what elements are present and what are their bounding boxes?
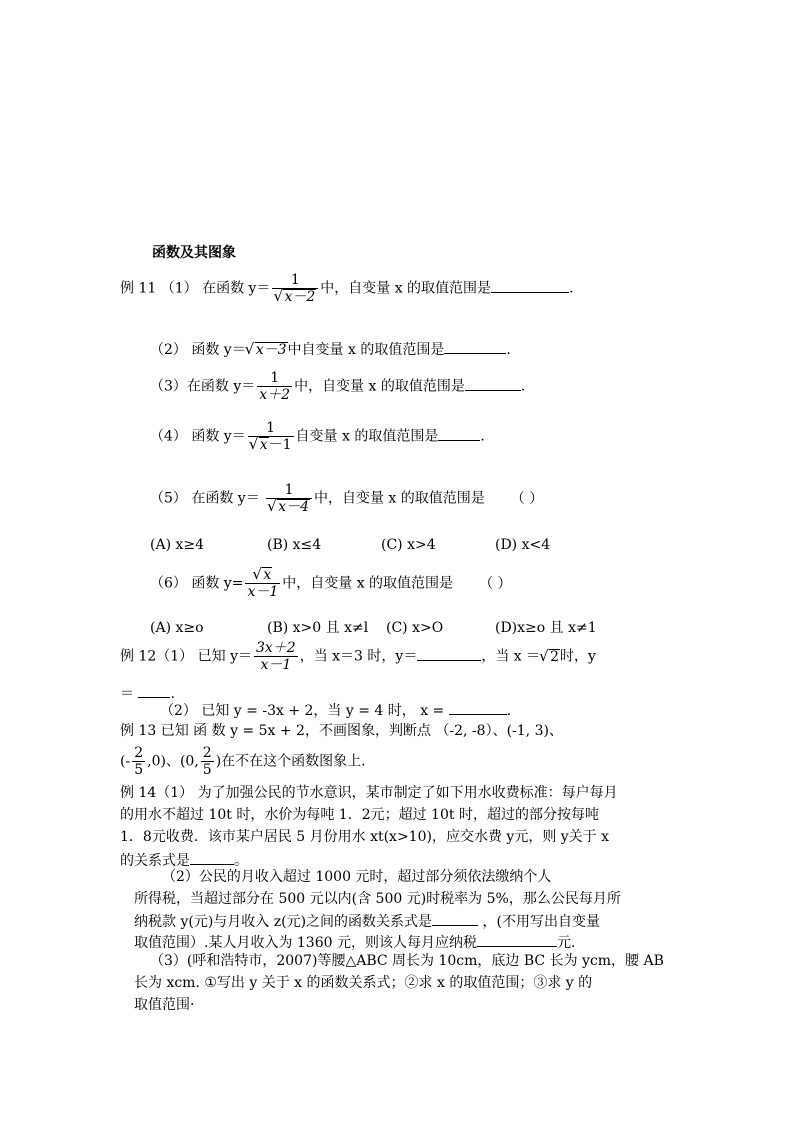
fraction: [132, 745, 145, 778]
fraction-numerator: 2: [202, 745, 212, 761]
ex11-q1: [120, 272, 574, 305]
fraction: [272, 272, 318, 305]
fraction: [248, 420, 294, 453]
ex14-q3-line3: 取值范围·: [134, 997, 195, 1013]
radicand: x－4: [278, 499, 309, 515]
ex13-line2: [120, 745, 366, 778]
equals: ＝: [120, 686, 134, 702]
answer-blank[interactable]: [444, 339, 506, 354]
fraction: [254, 640, 298, 673]
denominator-tail: －1: [268, 437, 292, 453]
ex13-line1: 例 13 已知 函 数 y = 5x + 2，不画图象，判断点 （-2, -8）、(-1, 3)、: [120, 723, 563, 739]
ex14-q1-line1: 例 14（1） 为了加强公民的节水意识，某市制定了如下用水收费标准：每户每月: [120, 785, 618, 801]
ex11-q2-text: 中自变量 x 的取值范围是: [287, 342, 445, 358]
ex11-q4-text: 自变量 x 的取值范围是: [295, 428, 439, 445]
ex13-text-b: ,0)、(0,: [147, 753, 199, 770]
ex11-q5-option-a[interactable]: (A) x≥4: [150, 537, 205, 553]
answer-blank[interactable]: [190, 850, 234, 865]
sqrt-symbol: [540, 648, 560, 666]
fraction-denominator: [272, 288, 318, 305]
ex11-q4-prefix: （4） 函数 y＝: [150, 428, 246, 445]
ex11-q6-option-d[interactable]: (D)x≥o 且 x≠1: [495, 620, 597, 636]
fraction-numerator: [245, 567, 280, 583]
ex14-q1-text: 的关系式是: [120, 853, 190, 869]
ex13-text-a: (-: [120, 753, 131, 770]
ex12-q1: [120, 640, 596, 673]
ex12-q1-text3: 时，y: [560, 648, 596, 665]
sqrt-symbol: [268, 499, 310, 515]
ex11-q2: [150, 339, 511, 359]
fraction-numerator: 1: [290, 272, 300, 288]
fraction-numerator: 1: [284, 482, 294, 498]
ex11-q6-text: 中，自变量 x 的取值范围是: [282, 575, 454, 592]
answer-blank[interactable]: [477, 932, 557, 947]
ex11-q5-text: 中，自变量 x 的取值范围是: [313, 490, 485, 507]
ex11-q3-text: 中，自变量 x 的取值范围是: [294, 378, 465, 395]
ex14-q2-text2: ，(不用写出自变量: [478, 914, 600, 930]
fraction-denominator: [266, 498, 312, 515]
ex14-q2-line3: [134, 911, 600, 931]
period: .: [480, 428, 485, 445]
fraction-numerator: 1: [266, 420, 276, 436]
answer-blank[interactable]: [491, 278, 569, 293]
answer-blank[interactable]: [438, 426, 480, 441]
fraction: [245, 567, 280, 600]
period: .: [506, 342, 511, 358]
fraction: [201, 745, 214, 778]
ex11-q6-option-a[interactable]: (A) x≥o: [150, 620, 204, 636]
answer-blank[interactable]: [138, 683, 170, 698]
ex11-q3-prefix: （3）在函数 y＝: [150, 378, 256, 395]
ex14-q1-line4: [120, 850, 248, 870]
fraction-denominator: 5: [134, 762, 144, 778]
ex11-q2-prefix: （2） 函数 y＝: [150, 342, 246, 358]
ex11-q5-option-b[interactable]: (B) x≤4: [267, 537, 322, 553]
ex12-q1-prefix: 例 12（1） 已知 y＝: [120, 648, 252, 665]
ex14-q1-line2: 的用水不超过 10t 时，水价为每吨 1．2元；超过 10t 时，超过的部分按每吨: [120, 807, 599, 823]
ex12-q2-text: （2） 已知 y = -3x + 2，当 y = 4 时， x =: [160, 703, 445, 719]
sqrt-symbol: [250, 437, 269, 453]
answer-blank[interactable]: [449, 700, 507, 715]
ex14-q3-line2: 长为 xcm. ①写出 y 关于 x 的函数关系式；②求 x 的取值范围；③求 y 的: [134, 975, 593, 991]
ex11-q5-option-c[interactable]: (C) x>4: [381, 537, 436, 553]
period: .: [506, 703, 512, 719]
fraction-denominator: x＋2: [259, 387, 291, 403]
ex11-q4: [150, 420, 485, 453]
answer-blank[interactable]: [465, 376, 521, 391]
sqrt-symbol: [274, 289, 316, 305]
answer-blank[interactable]: [432, 911, 478, 926]
ex14-q2-line1: （2）公民的月收入超过 1000 元时，超过部分须依法缴纳个人: [162, 869, 552, 885]
ex11-q6-option-b[interactable]: (B) x>0 且 x≠l: [267, 620, 369, 636]
fraction-denominator: 5: [202, 762, 212, 778]
fraction-numerator: 1: [270, 370, 280, 386]
ex12-q2: [160, 700, 511, 720]
ex14-q2-line2: 所得税，当超过部分在 500 元以内(含 500 元)时税率为 5%，那么公民每月所: [134, 891, 621, 907]
fraction: [257, 370, 292, 403]
ex14-q3-line1: （3）(呼和浩特市，2007)等腰△ABC 周长为 10cm，底边 BC 长为 ycm，腰 AB: [150, 953, 664, 969]
radicand: 2: [550, 648, 560, 665]
period: .: [520, 378, 526, 395]
fraction-denominator: x－1: [254, 656, 298, 673]
ex11-q6: [150, 567, 512, 600]
period: .: [170, 686, 175, 702]
sqrt-symbol: [253, 567, 272, 583]
ex12-q1-text2: ，当 x ＝: [481, 648, 541, 665]
fraction-numerator: 3x＋2: [255, 640, 296, 656]
radicand: x: [259, 437, 268, 453]
ex14-q2-text3: 取值范围）.某人月收入为 1360 元，则该人每月应纳税: [134, 935, 477, 951]
answer-paren[interactable]: （ ）: [510, 490, 544, 507]
ex11-q6-prefix: （6） 函数 y=: [150, 575, 244, 592]
ex14-q1-line3: 1．8元收费．该市某户居民 5 月份用水 xt(x>10)，应交水费 y元，则 y关于 x: [120, 829, 610, 845]
ex12-q1-text: ，当 x＝3 时，y＝: [299, 648, 418, 665]
fraction: [266, 482, 312, 515]
ex13-text-c: )在不在这个函数图象上.: [215, 753, 366, 770]
radicand: x－2: [284, 289, 316, 305]
fraction-denominator: [248, 436, 294, 453]
unit-text: 元.: [556, 935, 576, 951]
ex11-q1-text: 中，自变量 x 的取值范围是: [320, 280, 492, 297]
answer-paren[interactable]: （ ）: [479, 575, 512, 592]
punct: 。: [234, 853, 248, 869]
ex14-q2-text: 纳税款 y(元)与月收入 z(元)之间的函数关系式是: [134, 914, 433, 930]
fraction-numerator: 2: [134, 745, 144, 761]
ex11-q5: [150, 482, 543, 515]
ex11-q6-option-c[interactable]: (C) x>O: [386, 620, 444, 636]
section-title: 函数及其图象: [152, 245, 236, 261]
ex11-q1-prefix: 例 11 （1） 在函数 y＝: [120, 280, 271, 297]
period: .: [569, 280, 574, 297]
sqrt-symbol: [246, 341, 288, 359]
ex11-q5-option-d[interactable]: (D) x<4: [495, 537, 551, 553]
ex11-q3: [150, 370, 525, 403]
fraction-denominator: x－1: [247, 584, 279, 600]
ex11-q5-prefix: （5） 在函数 y＝: [150, 490, 265, 507]
answer-blank[interactable]: [417, 646, 481, 661]
radicand: x: [263, 567, 272, 583]
radicand: x－3: [255, 342, 287, 358]
ex14-q2-line4: [134, 932, 575, 952]
